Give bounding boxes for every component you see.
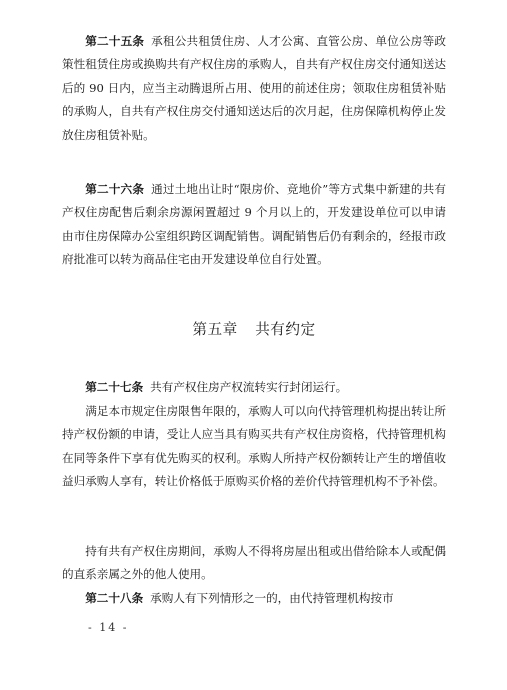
chapter-number: 第五章 (192, 321, 238, 338)
chapter-title: 共有约定 (255, 321, 316, 338)
rental-restriction-text: 持有共有产权住房期间，承购人不得将房屋出租或出借给除本人或配偶的直系亲属之外的他人使用。 (62, 544, 446, 582)
article-26-heading: 第二十六条 (85, 182, 145, 196)
article-28-paragraph (62, 587, 446, 610)
article-27-heading: 第二十七条 (85, 380, 144, 394)
article-25-heading: 第二十五条 (85, 34, 145, 48)
rental-restriction-paragraph (62, 540, 446, 587)
transfer-text: 满足本市规定住房限售年限的，承购人可以向代持管理机构提出转让所持产权份额的申请，受让人应当具有购买共有产权住房资格，代持管理机构在同等条件下享有优先购买的权利。承购人所持产权份额转让产生的增值收益归承购人享有，转让价格低于原购买价格的差价代持管理机构不予补偿。 (62, 404, 446, 489)
article-26-paragraph (62, 178, 446, 272)
article-25-paragraph (62, 30, 446, 147)
chapter-heading (62, 318, 446, 339)
article-27-paragraph (62, 376, 446, 399)
article-28-text: 承购人有下列情形之一的，由代持管理机构按市 (150, 591, 394, 605)
transfer-paragraph (62, 400, 446, 494)
article-26-text: 通过土地出让时“限房价、竞地价”等方式集中新建的共有产权住房配售后剩余房源闲置超过 9 个月以上的，开发建设单位可以申请由市住房保障办公室组织跨区调配销售。调配销售后仍有剩余的，经报市政府批准可以转为商品住宅由开发建设单位自行处置。 (62, 182, 446, 267)
page-number: - 14 - (88, 621, 129, 634)
article-25-text: 承租公共租赁住房、人才公寓、直管公房、单位公房等政策性租赁住房或换购共有产权住房的承购人，自共有产权住房交付通知送达后的 90 日内，应当主动腾退所占用、使用的前述住房；领取住房租赁补贴的承购人，自共有产权住房交付通知送达后的次月起，住房保障机构停止发放住房租赁补贴。 (62, 34, 446, 142)
article-27-text: 共有产权住房产权流转实行封闭运行。 (150, 380, 348, 394)
article-28-heading: 第二十八条 (85, 591, 144, 605)
